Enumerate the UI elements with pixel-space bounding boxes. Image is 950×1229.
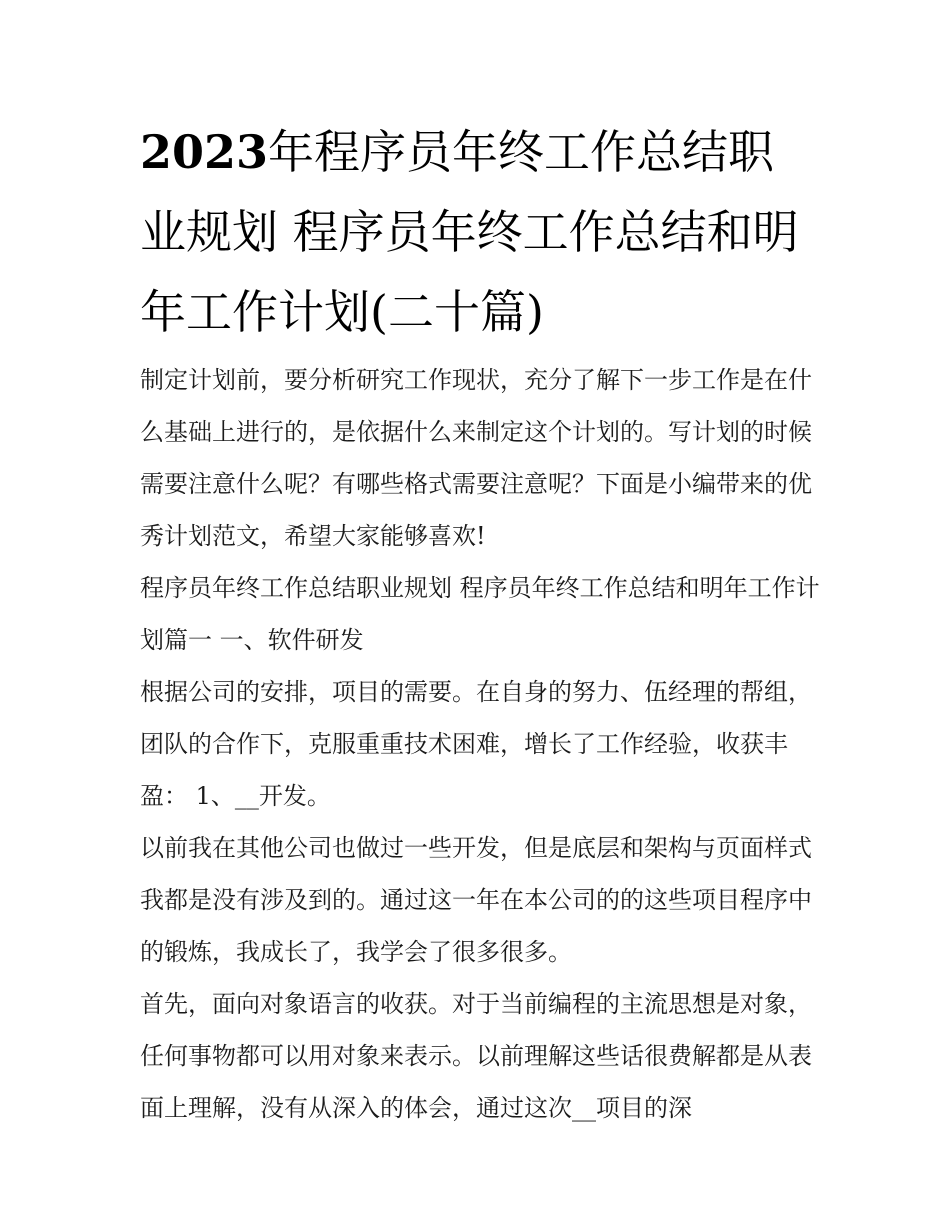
body-paragraph: 根据公司的安排，项目的需要。在自身的努力、伍经理的帮组，团队的合作下，克服重重技术困难，增长了工作经验，收获丰盈： 1、__开发。 [140, 678, 812, 810]
document-body [140, 354, 820, 1134]
body-paragraph: 首先，面向对象语言的收获。对于当前编程的主流思想是对象，任何事物都可以用对象来表示。以前理解这些话很费解都是从表面上理解，没有从深入的体会，通过这次__项目的深 [140, 990, 812, 1122]
intro-paragraph: 制定计划前，要分析研究工作现状，充分了解下一步工作是在什么基础上进行的，是依据什么来制定这个计划的。写计划的时候需要注意什么呢？有哪些格式需要注意呢？下面是小编带来的优秀计划范文，希望大家能够喜欢! [140, 366, 812, 550]
section-heading: 程序员年终工作总结职业规划 程序员年终工作总结和明年工作计划篇一 一、软件研发 [140, 574, 820, 654]
document-title [140, 112, 820, 352]
title-year: 2023 [140, 125, 269, 179]
body-paragraph: 以前我在其他公司也做过一些开发，但是底层和架构与页面样式我都是没有涉及到的。通过这一年在本公司的的这些项目程序中的锻炼，我成长了，我学会了很多很多。 [140, 834, 812, 966]
title-text: 年程序员年终工作总结职业规划 程序员年终工作总结和明年工作计划(二十篇) [140, 125, 799, 339]
